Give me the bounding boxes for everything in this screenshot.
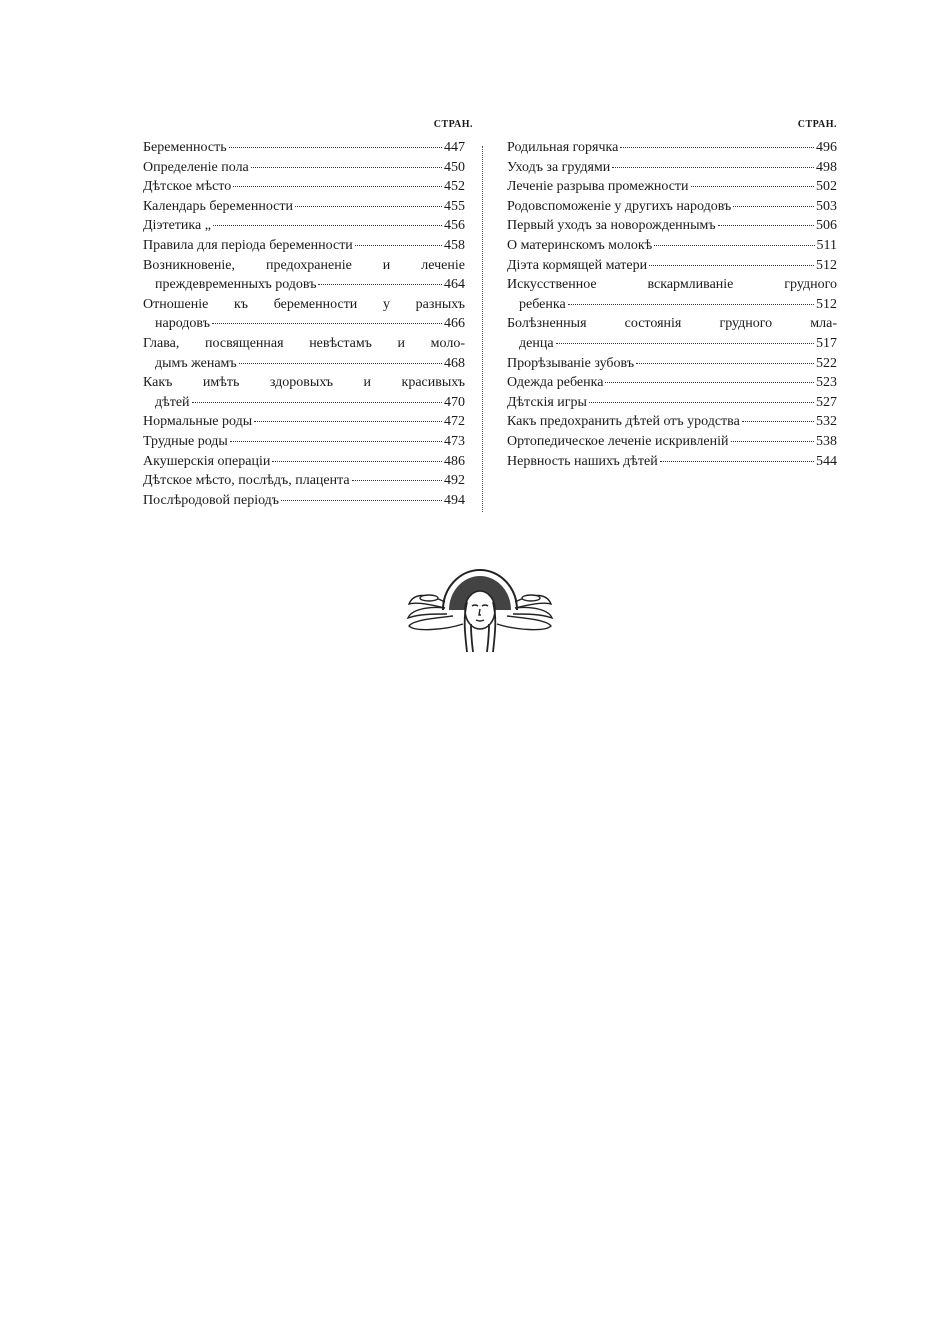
- toc-entry: [507, 432, 837, 452]
- dot-leader: [556, 343, 814, 344]
- toc-entry-title: Родовспоможеніе у другихъ народовъ: [507, 198, 732, 214]
- dot-leader: [589, 402, 814, 403]
- left-toc-column: [143, 118, 473, 510]
- toc-entry-title: Леченіе разрыва промежности: [507, 179, 689, 195]
- toc-entry: [143, 295, 465, 334]
- toc-entry-title: Беременность: [143, 140, 227, 155]
- toc-page-number: 517: [816, 335, 837, 351]
- dot-leader: [620, 147, 814, 148]
- toc-page-number: 456: [444, 218, 465, 234]
- toc-entry: [507, 138, 837, 158]
- toc-entry-title: Прорѣзываніе зубовъ: [507, 355, 635, 371]
- toc-page-number: 512: [816, 296, 837, 312]
- toc-entry-title: Ортопедическое леченіе искривленій: [507, 433, 729, 449]
- toc-page-number: 447: [444, 140, 465, 155]
- toc-entry-title: Какъ предохранить дѣтей отъ уродства: [507, 414, 740, 430]
- dot-leader: [272, 461, 442, 462]
- toc-entry: [143, 256, 465, 295]
- toc-entry: [507, 275, 837, 314]
- dot-leader: [691, 186, 814, 187]
- dot-leader: [239, 363, 442, 364]
- toc-entry-title: ребенка: [519, 296, 566, 312]
- toc-page-number: 472: [444, 414, 465, 430]
- toc-page-number: 532: [816, 414, 837, 430]
- toc-entry: [143, 412, 465, 432]
- toc-page-number: 503: [816, 198, 837, 214]
- toc-entry: [143, 138, 465, 158]
- toc-entry: [507, 354, 837, 374]
- dot-leader: [731, 441, 815, 442]
- toc-entry-title: Дѣтскія игры: [507, 394, 587, 410]
- toc-page-number: 466: [444, 316, 465, 332]
- toc-page-number: 494: [444, 492, 465, 508]
- toc-entry-title-line: Глава, посвященная невѣстамъ и моло-: [143, 335, 465, 351]
- toc-entry: [507, 393, 837, 413]
- toc-entry-title: О материнскомъ молокѣ: [507, 237, 653, 253]
- toc-entry-title-line: Возникновеніе, предохраненіе и леченіе: [143, 257, 465, 273]
- dot-leader: [251, 167, 442, 168]
- toc-entry-title: Одежда ребенка: [507, 375, 604, 391]
- dot-leader: [733, 206, 814, 207]
- toc-page-number: 486: [444, 453, 465, 469]
- dot-leader: [654, 245, 814, 246]
- dot-leader: [254, 421, 442, 422]
- toc-entry: [143, 236, 465, 256]
- dot-leader: [355, 245, 442, 246]
- dot-leader: [718, 225, 814, 226]
- dot-leader: [612, 167, 814, 168]
- dot-leader: [742, 421, 814, 422]
- toc-entry-title: Правила для періода беременности: [143, 237, 353, 253]
- toc-entry-title: Первый уходъ за новорожденнымъ: [507, 218, 716, 234]
- toc-entry: [143, 432, 465, 452]
- toc-entry-title: Родильная горячка: [507, 140, 619, 155]
- toc-entry: [143, 177, 465, 197]
- toc-entry-title: Трудные роды: [143, 433, 228, 449]
- toc-entry-title: Діэтетика „: [143, 218, 211, 234]
- toc-entry: [507, 373, 837, 393]
- dot-leader: [649, 265, 814, 266]
- toc-entry-title-line: Какъ имѣть здоровыхъ и красивыхъ: [143, 375, 465, 391]
- toc-page-number: 496: [816, 140, 837, 155]
- toc-entry-title: дымъ женамъ: [155, 355, 237, 371]
- toc-entry-title-line: Искусственное вскармливаніе грудного: [507, 277, 837, 293]
- toc-entry-title: преждевременныхъ родовъ: [155, 277, 317, 293]
- toc-entry: [143, 197, 465, 217]
- right-column-header: СТРАН.: [797, 119, 837, 130]
- toc-entry: [507, 452, 837, 472]
- toc-entry: [507, 236, 837, 256]
- toc-entry-title: Уходъ за грудями: [507, 159, 611, 175]
- toc-page-number: 450: [444, 159, 465, 175]
- dot-leader: [568, 304, 814, 305]
- toc-entry: [507, 412, 837, 432]
- toc-entry: [143, 334, 465, 373]
- toc-entry: [507, 314, 837, 353]
- left-toc-entries: [143, 138, 465, 510]
- toc-page-number: 455: [444, 198, 465, 214]
- toc-page-number: 498: [816, 159, 837, 175]
- right-toc-column: [507, 118, 837, 471]
- toc-entry: [507, 197, 837, 217]
- dot-leader: [212, 323, 442, 324]
- toc-page-number: 512: [816, 257, 837, 273]
- toc-entry-title: Послѣродовой періодъ: [143, 492, 280, 508]
- dot-leader: [636, 363, 814, 364]
- toc-page-number: 468: [444, 355, 465, 371]
- left-column-header: СТРАН.: [433, 119, 473, 130]
- dot-leader: [230, 441, 442, 442]
- toc-page-number: 452: [444, 179, 465, 195]
- toc-page-number: 492: [444, 473, 465, 489]
- dot-leader: [281, 500, 442, 501]
- toc-entry-title: Календарь беременности: [143, 198, 294, 214]
- toc-entry: [507, 216, 837, 236]
- toc-page-number: 506: [816, 218, 837, 234]
- toc-entry-title: народовъ: [155, 316, 210, 332]
- toc-entry: [507, 158, 837, 178]
- right-toc-entries: [507, 138, 837, 471]
- toc-entry: [143, 471, 465, 491]
- toc-entry-title: Нормальные роды: [143, 414, 253, 430]
- toc-page-number: 522: [816, 355, 837, 371]
- dot-leader: [192, 402, 442, 403]
- toc-entry-title: Дѣтское мѣсто: [143, 179, 232, 195]
- toc-entry-title: Акушерскія операціи: [143, 453, 271, 469]
- toc-entry-title-line: Болѣзненныя состоянія грудного мла-: [507, 316, 837, 332]
- dot-leader: [233, 186, 442, 187]
- toc-entry-title: Определеніе пола: [143, 159, 249, 175]
- toc-entry-title: Нервность нашихъ дѣтей: [507, 453, 658, 469]
- toc-entry: [143, 491, 465, 511]
- toc-entry-title-line: Отношеніе къ беременности у разныхъ: [143, 296, 465, 312]
- toc-page-number: 538: [816, 433, 837, 449]
- toc-page-number: 502: [816, 179, 837, 195]
- toc-entry-title: дѣтей: [155, 394, 190, 410]
- dot-leader: [318, 284, 442, 285]
- toc-page-number: 473: [444, 433, 465, 449]
- toc-page-number: 464: [444, 277, 465, 293]
- toc-page-number: 544: [816, 453, 837, 469]
- toc-entry: [143, 216, 465, 236]
- dot-leader: [229, 147, 442, 148]
- dot-leader: [660, 461, 814, 462]
- dot-leader: [605, 382, 814, 383]
- toc-entry: [143, 452, 465, 472]
- toc-entry-title: денца: [519, 335, 554, 351]
- toc-page-number: 470: [444, 394, 465, 410]
- toc-page-number: 527: [816, 394, 837, 410]
- dot-leader: [352, 480, 442, 481]
- toc-entry-title: Дѣтское мѣсто, послѣдъ, плацента: [143, 473, 350, 489]
- toc-entry: [507, 177, 837, 197]
- toc-entry-title: Діэта кормящей матери: [507, 257, 648, 273]
- toc-page-number: 523: [816, 375, 837, 391]
- column-separator: [482, 146, 483, 512]
- toc-page-number: 458: [444, 237, 465, 253]
- dot-leader: [213, 225, 442, 226]
- winged-head-ornament-icon: [405, 562, 555, 654]
- toc-entry: [143, 158, 465, 178]
- dot-leader: [295, 206, 442, 207]
- toc-entry: [143, 373, 465, 412]
- toc-page-number: 511: [816, 237, 837, 253]
- toc-entry: [507, 256, 837, 276]
